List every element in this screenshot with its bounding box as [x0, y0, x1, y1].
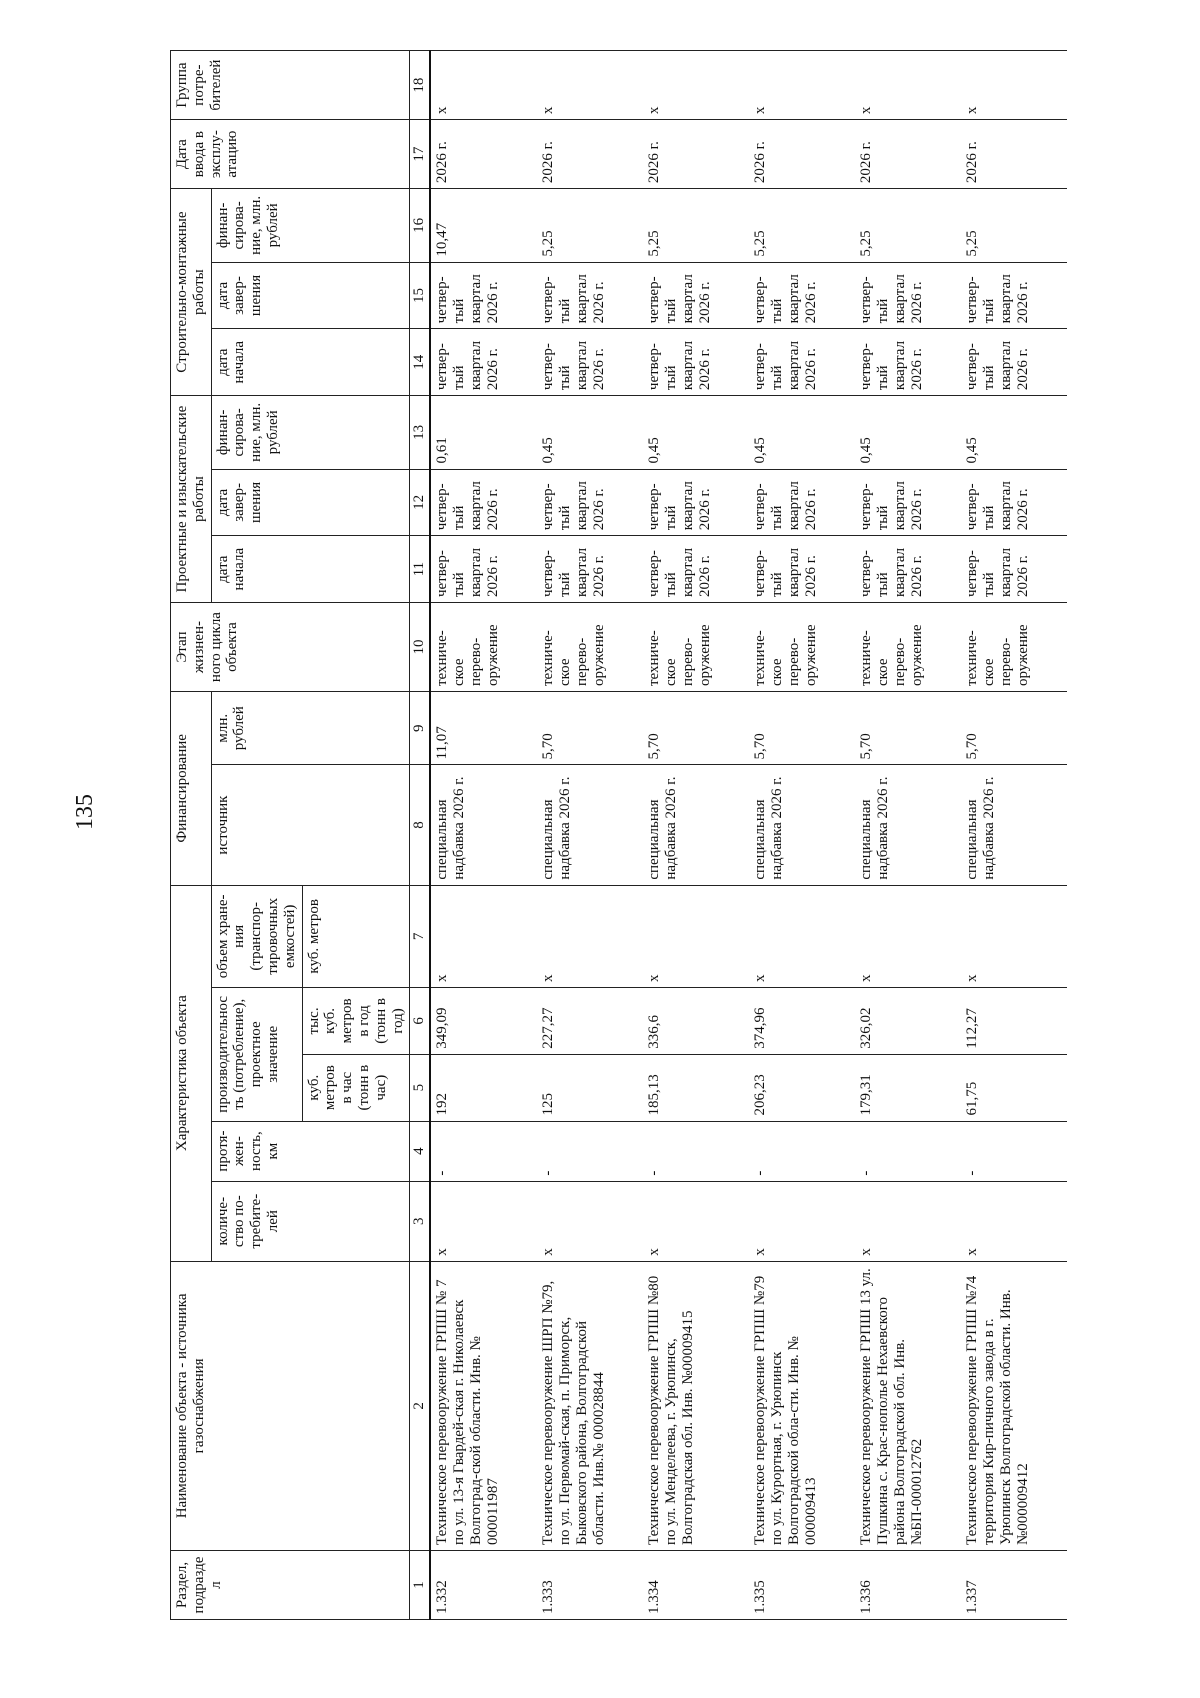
lifecycle-stage: техниче-ское перево-оружение [855, 603, 961, 692]
row-id: 1.333 [537, 1551, 643, 1620]
construction-end: четвер-тый квартал 2026 г. [961, 262, 1067, 329]
construction-financing: 5,25 [961, 189, 1067, 262]
construction-financing: 5,25 [749, 189, 855, 262]
column-number: 18 [410, 51, 430, 120]
commission-date: 2026 г. [537, 120, 643, 189]
page-number: 135 [72, 794, 98, 830]
commission-date: 2026 г. [430, 120, 537, 189]
lifecycle-stage: техниче-ское перево-оружение [430, 603, 537, 692]
capacity-year: 374,96 [749, 988, 855, 1055]
column-number: 1 [410, 1551, 430, 1620]
design-start: четвер-тый квартал 2026 г. [537, 536, 643, 603]
design-start: четвер-тый квартал 2026 г. [430, 536, 537, 603]
lifecycle-stage: техниче-ское перево-оружение [537, 603, 643, 692]
storage-volume: х [749, 885, 855, 987]
construction-financing: 5,25 [855, 189, 961, 262]
header-capacity: производительность (потребление), проектное значение [211, 988, 302, 1122]
table-row [643, 51, 749, 1620]
financing-amount: 11,07 [430, 692, 537, 765]
financing-source: специальная надбавка 2026 г. [537, 765, 643, 885]
column-number-row [410, 51, 430, 1620]
consumers-count: х [961, 1181, 1067, 1261]
financing-source: специальная надбавка 2026 г. [749, 765, 855, 885]
financing-source: специальная надбавка 2026 г. [430, 765, 537, 885]
column-number: 17 [410, 120, 430, 189]
header-section: Раздел, подраздел [171, 1551, 410, 1620]
construction-start: четвер-тый квартал 2026 г. [961, 329, 1067, 396]
column-number: 13 [410, 396, 430, 469]
financing-amount: 5,70 [537, 692, 643, 765]
design-start: четвер-тый квартал 2026 г. [643, 536, 749, 603]
length: - [537, 1121, 643, 1181]
capacity-hour: 192 [430, 1054, 537, 1121]
construction-end: четвер-тый квартал 2026 г. [749, 262, 855, 329]
design-financing: 0,45 [537, 396, 643, 469]
consumers-count: х [537, 1181, 643, 1261]
financing-amount: 5,70 [961, 692, 1067, 765]
column-number: 15 [410, 262, 430, 329]
capacity-hour: 206,23 [749, 1054, 855, 1121]
column-number: 2 [410, 1261, 430, 1550]
column-number: 5 [410, 1054, 430, 1121]
header-source: источник [211, 765, 410, 885]
design-financing: 0,45 [855, 396, 961, 469]
table-row [961, 51, 1067, 1620]
construction-end: четвер-тый квартал 2026 г. [537, 262, 643, 329]
investment-program-table [170, 50, 1067, 1620]
capacity-year: 112,27 [961, 988, 1067, 1055]
consumers-count: х [855, 1181, 961, 1261]
design-end: четвер-тый квартал 2026 г. [537, 469, 643, 536]
consumer-group: х [749, 51, 855, 120]
capacity-hour: 125 [537, 1054, 643, 1121]
consumer-group: х [961, 51, 1067, 120]
header-mln-rub: млн. рублей [211, 692, 410, 765]
column-number: 9 [410, 692, 430, 765]
column-number: 3 [410, 1181, 430, 1261]
commission-date: 2026 г. [749, 120, 855, 189]
financing-source: специальная надбавка 2026 г. [643, 765, 749, 885]
header-storage-unit: куб. метров [302, 885, 410, 987]
header-construction-start: дата начала [211, 329, 410, 396]
row-id: 1.336 [855, 1551, 961, 1620]
capacity-year: 336,6 [643, 988, 749, 1055]
commission-date: 2026 г. [643, 120, 749, 189]
consumer-group: х [855, 51, 961, 120]
header-financing: Финансирование [171, 692, 212, 886]
header-consumers-count: количе-ство по-требите-лей [211, 1181, 410, 1261]
consumers-count: х [430, 1181, 537, 1261]
financing-amount: 5,70 [855, 692, 961, 765]
table-row [537, 51, 643, 1620]
construction-financing: 5,25 [643, 189, 749, 262]
header-capacity-hour: куб. метров в час (тонн в час) [302, 1054, 410, 1121]
header-construction-end: дата завер-шения [211, 262, 410, 329]
design-financing: 0,61 [430, 396, 537, 469]
storage-volume: х [643, 885, 749, 987]
capacity-year: 349,09 [430, 988, 537, 1055]
storage-volume: х [855, 885, 961, 987]
financing-amount: 5,70 [643, 692, 749, 765]
header-construction: Строительно-монтажные работы [171, 189, 212, 396]
length: - [749, 1121, 855, 1181]
header-design-end: дата завер-шения [211, 469, 410, 536]
capacity-year: 326,02 [855, 988, 961, 1055]
financing-source: специальная надбавка 2026 г. [855, 765, 961, 885]
construction-financing: 10,47 [430, 189, 537, 262]
header-length: протя-жен-ность, км [211, 1121, 410, 1181]
consumers-count: х [643, 1181, 749, 1261]
length: - [855, 1121, 961, 1181]
header-capacity-year: тыс. куб. метров в год (тонн в год) [302, 988, 410, 1055]
commission-date: 2026 г. [961, 120, 1067, 189]
header-consumer-group: Группа потре-бителей [171, 51, 410, 120]
construction-start: четвер-тый квартал 2026 г. [643, 329, 749, 396]
column-number: 11 [410, 536, 430, 603]
length: - [430, 1121, 537, 1181]
header-name: Наименование объекта - источника газоснабжения [171, 1261, 410, 1550]
column-number: 8 [410, 765, 430, 885]
design-financing: 0,45 [749, 396, 855, 469]
column-number: 12 [410, 469, 430, 536]
header-design-start: дата начала [211, 536, 410, 603]
object-name: Техническое перевооружение ГРПШ №74 территория Кир-пичного завода в г. Урюпинск Волгоградской области. Инв.№000009412 [961, 1261, 1067, 1550]
object-name: Техническое перевооружение ШРП №79, по ул. Первомай-ская, п. Приморск, Быковского района, Волгоградской области. Инв.№ 000028844 [537, 1261, 643, 1550]
header-commission-date: Дата ввода в эксплу-атацию [171, 120, 410, 189]
table-body [430, 51, 1067, 1620]
lifecycle-stage: техниче-ское перево-оружение [961, 603, 1067, 692]
design-end: четвер-тый квартал 2026 г. [643, 469, 749, 536]
header-design-fin: финан-сирова-ние, млн. рублей [211, 396, 410, 469]
length: - [643, 1121, 749, 1181]
construction-start: четвер-тый квартал 2026 г. [855, 329, 961, 396]
commission-date: 2026 г. [855, 120, 961, 189]
length: - [961, 1121, 1067, 1181]
column-number: 16 [410, 189, 430, 262]
header-storage: объем хране-ния (транспор-тировочных емкостей) [211, 885, 302, 987]
design-end: четвер-тый квартал 2026 г. [855, 469, 961, 536]
header-stage: Этап жизнен-ного цикла объекта [171, 603, 410, 692]
object-name: Техническое перевооружение ГРПШ 13 ул. Пушкина с. Крас-нополье Нехаевского района Волгоградской обл. Инв. №БП-000012762 [855, 1261, 961, 1550]
consumer-group: х [643, 51, 749, 120]
capacity-year: 227,27 [537, 988, 643, 1055]
column-number: 14 [410, 329, 430, 396]
design-financing: 0,45 [643, 396, 749, 469]
storage-volume: х [537, 885, 643, 987]
design-end: четвер-тый квартал 2026 г. [749, 469, 855, 536]
header-characteristics: Характеристика объекта [171, 885, 212, 1261]
table-row [855, 51, 961, 1620]
header-design: Проектные и изыскательские работы [171, 396, 212, 603]
construction-start: четвер-тый квартал 2026 г. [430, 329, 537, 396]
design-end: четвер-тый квартал 2026 г. [961, 469, 1067, 536]
consumer-group: х [537, 51, 643, 120]
storage-volume: х [961, 885, 1067, 987]
row-id: 1.337 [961, 1551, 1067, 1620]
storage-volume: х [430, 885, 537, 987]
rotated-table-container [170, 50, 1200, 1620]
capacity-hour: 179,31 [855, 1054, 961, 1121]
consumer-group: х [430, 51, 537, 120]
row-id: 1.332 [430, 1551, 537, 1620]
construction-end: четвер-тый квартал 2026 г. [855, 262, 961, 329]
design-end: четвер-тый квартал 2026 г. [430, 469, 537, 536]
financing-source: специальная надбавка 2026 г. [961, 765, 1067, 885]
capacity-hour: 61,75 [961, 1054, 1067, 1121]
table-row [749, 51, 855, 1620]
column-number: 7 [410, 885, 430, 987]
object-name: Техническое перевооружение ГРПШ № 7 по ул. 13-я Гвардей-ская г. Николаевск Волгоград-ской области. Инв. № 000011987 [430, 1261, 537, 1550]
construction-start: четвер-тый квартал 2026 г. [749, 329, 855, 396]
column-number: 10 [410, 603, 430, 692]
object-name: Техническое перевооружение ГРПШ №80 по ул. Менделеева, г. Урюпинск, Волгоградская обл. Инв. №00009415 [643, 1261, 749, 1550]
capacity-hour: 185,13 [643, 1054, 749, 1121]
consumers-count: х [749, 1181, 855, 1261]
financing-amount: 5,70 [749, 692, 855, 765]
column-number: 4 [410, 1121, 430, 1181]
lifecycle-stage: техниче-ское перево-оружение [749, 603, 855, 692]
construction-start: четвер-тый квартал 2026 г. [537, 329, 643, 396]
design-start: четвер-тый квартал 2026 г. [855, 536, 961, 603]
construction-end: четвер-тый квартал 2026 г. [643, 262, 749, 329]
lifecycle-stage: техниче-ское перево-оружение [643, 603, 749, 692]
row-id: 1.334 [643, 1551, 749, 1620]
design-financing: 0,45 [961, 396, 1067, 469]
design-start: четвер-тый квартал 2026 г. [749, 536, 855, 603]
column-number: 6 [410, 988, 430, 1055]
table-row [430, 51, 537, 1620]
construction-financing: 5,25 [537, 189, 643, 262]
construction-end: четвер-тый квартал 2026 г. [430, 262, 537, 329]
object-name: Техническое перевооружение ГРПШ №79 по ул. Курортная, г. Урюпинск Волгоградской обла-сти. Инв. № 000009413 [749, 1261, 855, 1550]
design-start: четвер-тый квартал 2026 г. [961, 536, 1067, 603]
row-id: 1.335 [749, 1551, 855, 1620]
header-construction-fin: финан-сирова-ние, млн. рублей [211, 189, 410, 262]
